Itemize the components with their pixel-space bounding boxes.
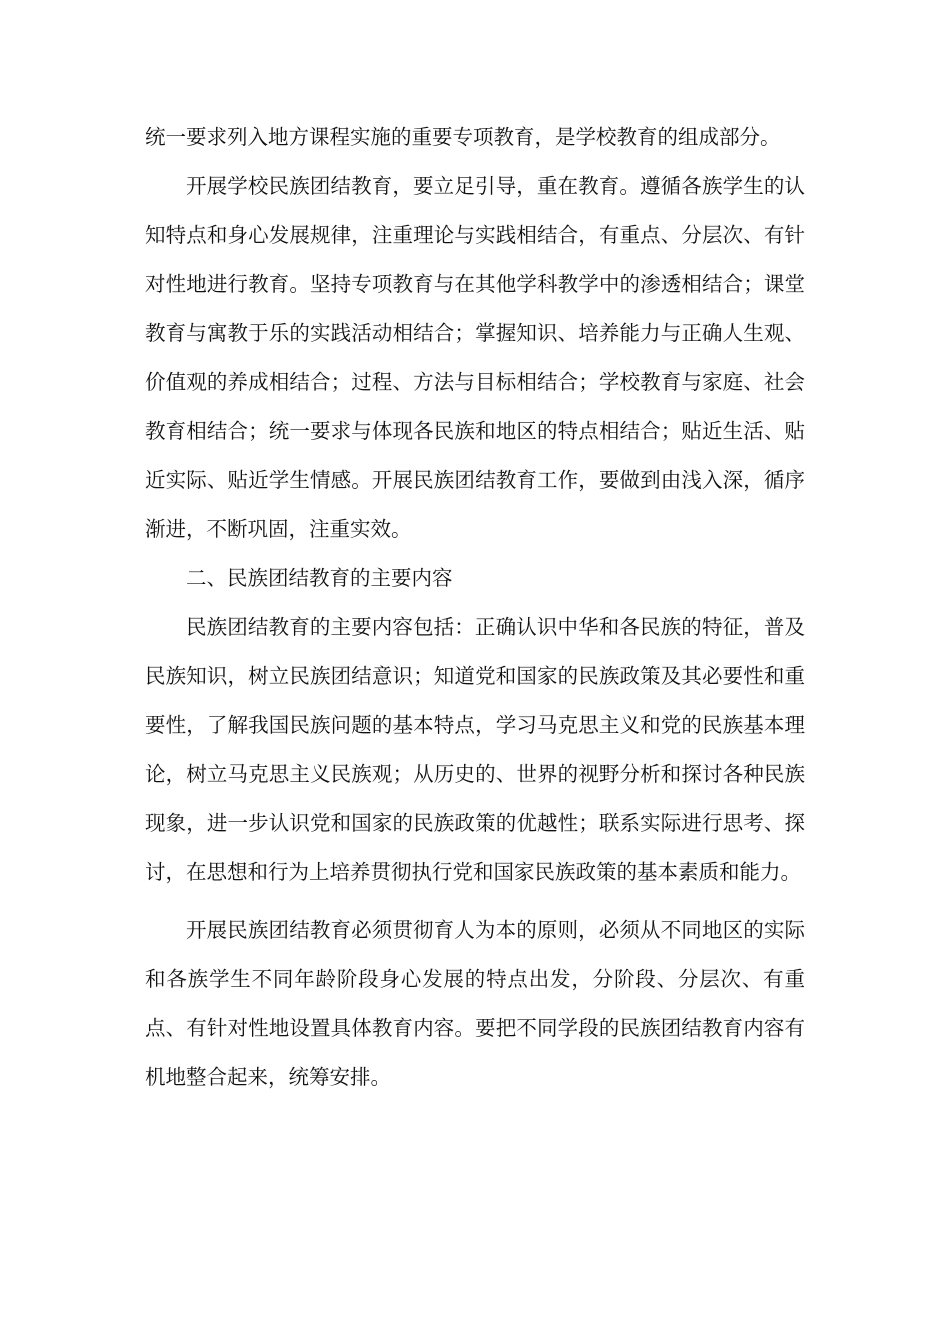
section-heading-main-content: 二、民族团结教育的主要内容	[186, 566, 453, 590]
document-page	[145, 113, 805, 1102]
paragraph-education-principles: 开展学校民族团结教育，要立足引导，重在教育。遵循各族学生的认知特点和身心发展规律，注重理论与实践相结合，有重点、分层次、有针对性地进行教育。坚持专项教育与在其他学科教学中的渗透相结合；课堂教育与寓教于乐的实践活动相结合；掌握知识、培养能力与正确人生观、价值观的养成相结合；过程、方法与目标相结合；学校教育与家庭、社会教育相结合；统一要求与体现各民族和地区的特点相结合；贴近生活、贴近实际、贴近学生情感。开展民族团结教育工作，要做到由浅入深，循序渐进，不断巩固，注重实效。	[145, 174, 805, 541]
paragraph-implementation: 开展民族团结教育必须贯彻育人为本的原则，必须从不同地区的实际和各族学生不同年龄阶段身心发展的特点出发，分阶段、分层次、有重点、有针对性地设置具体教育内容。要把不同学段的民族团结教育内容有机地整合起来，统筹安排。	[145, 918, 805, 1089]
paragraph-main-content: 民族团结教育的主要内容包括：正确认识中华和各民族的特征，普及民族知识，树立民族团结意识；知道党和国家的民族政策及其必要性和重要性，了解我国民族问题的基本特点，学习马克思主义和党的民族基本理论，树立马克思主义民族观；从历史的、世界的视野分析和探讨各种民族现象，进一步认识党和国家的民族政策的优越性；联系实际进行思考、探讨，在思想和行为上培养贯彻执行党和国家民族政策的基本素质和能力。	[145, 615, 805, 884]
paragraph-continuation: 统一要求列入地方课程实施的重要专项教育，是学校教育的组成部分。	[145, 125, 781, 149]
